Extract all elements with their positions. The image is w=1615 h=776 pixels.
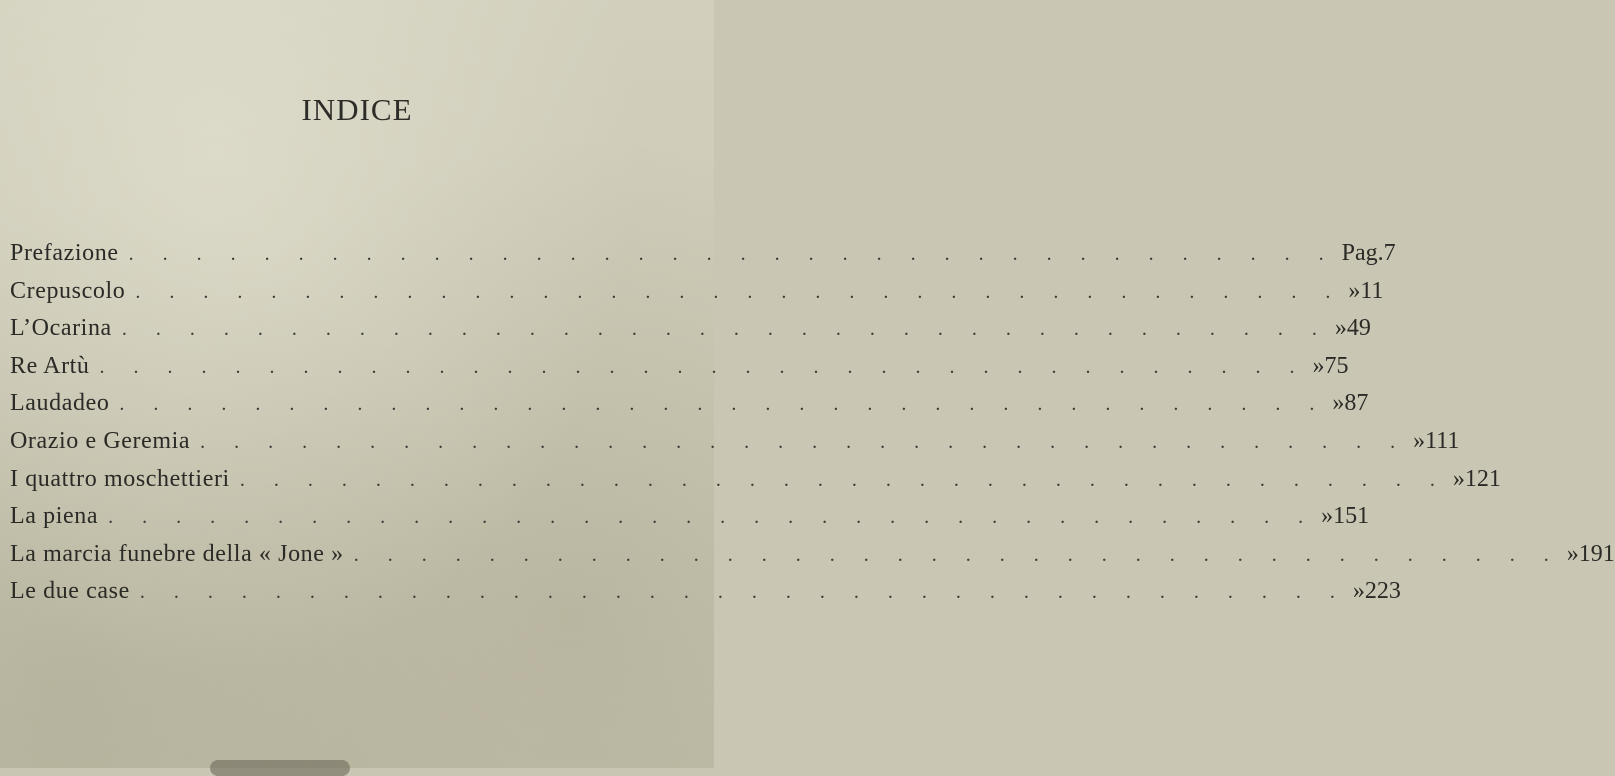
entry-page-number: 11 [1360, 277, 1384, 304]
table-of-contents [10, 240, 1615, 616]
dot-leader: . . . . . . . . . . . . . . . . . . . . . . . . . . . . . . . . . . . . [200, 430, 1408, 453]
entry-page-label: Pag. [1341, 240, 1384, 266]
entry-page-number: 111 [1425, 427, 1460, 454]
entry-page-number: 191 [1578, 540, 1615, 567]
toc-entry [10, 427, 1460, 466]
toc-entry [10, 390, 1369, 428]
toc-entry [10, 315, 1371, 353]
dot-leader: . . . . . . . . . . . . . . . . . . . . . . . . . . . . . . . . . . . . [239, 468, 1447, 491]
entry-page-number: 151 [1333, 503, 1370, 530]
toc-entry [10, 352, 1349, 391]
dot-leader: . . . . . . . . . . . . . . . . . . . . . . . . . . . . . . . . . . . . [99, 355, 1307, 378]
toc-entry [10, 465, 1501, 504]
entry-page-label: » [1321, 503, 1334, 530]
dot-leader: . . . . . . . . . . . . . . . . . . . . . . . . . . . . . . . . . . . . [108, 506, 1316, 529]
entry-title: Prefazione [10, 240, 119, 266]
entry-title: Laudadeo [10, 390, 110, 417]
entry-title: L’Ocarina [10, 315, 112, 342]
entry-page-label: » [1334, 315, 1347, 342]
toc-entry [10, 277, 1384, 316]
entry-page-label: » [1312, 352, 1325, 379]
entry-page-number: 75 [1324, 352, 1349, 379]
entry-page-label: » [1566, 540, 1579, 567]
dot-leader: . . . . . . . . . . . . . . . . . . . . . . . . . . . . . . . . . . . . [119, 393, 1327, 416]
entry-page-number: 49 [1346, 315, 1371, 342]
entry-title: La marcia funebre della « Jone » [10, 540, 344, 567]
object-shadow [210, 760, 350, 776]
entry-page-number: 121 [1464, 465, 1501, 492]
entry-page-label: » [1352, 578, 1365, 605]
entry-title: Re Artù [10, 352, 90, 379]
page-title: INDICE [301, 92, 413, 127]
dot-leader: . . . . . . . . . . . . . . . . . . . . . . . . . . . . . . . . . . . . [353, 543, 1561, 566]
entry-page-label: » [1452, 465, 1465, 492]
entry-title: Orazio e Geremia [10, 427, 191, 454]
dot-leader: . . . . . . . . . . . . . . . . . . . . . . . . . . . . . . . . . . . . [128, 243, 1336, 265]
toc-entry [10, 578, 1401, 616]
entry-title: Crepuscolo [10, 277, 126, 304]
entry-page-label: » [1332, 390, 1345, 417]
entry-page-label: » [1413, 427, 1426, 454]
entry-title: Le due case [10, 578, 130, 605]
toc-entry [10, 540, 1615, 579]
toc-entry [10, 503, 1370, 541]
dot-leader: . . . . . . . . . . . . . . . . . . . . . . . . . . . . . . . . . . . . [139, 581, 1347, 604]
dot-leader: . . . . . . . . . . . . . . . . . . . . . . . . . . . . . . . . . . . . [135, 280, 1343, 303]
entry-page-label: » [1348, 277, 1361, 304]
entry-page-number: 7 [1383, 240, 1396, 266]
entry-page-number: 223 [1364, 578, 1401, 605]
entry-title: I quattro moschettieri [10, 465, 230, 492]
dot-leader: . . . . . . . . . . . . . . . . . . . . . . . . . . . . . . . . . . . . [121, 318, 1329, 341]
entry-page-number: 87 [1344, 390, 1369, 417]
entry-title: La piena [10, 503, 99, 530]
toc-entry [10, 240, 1396, 278]
